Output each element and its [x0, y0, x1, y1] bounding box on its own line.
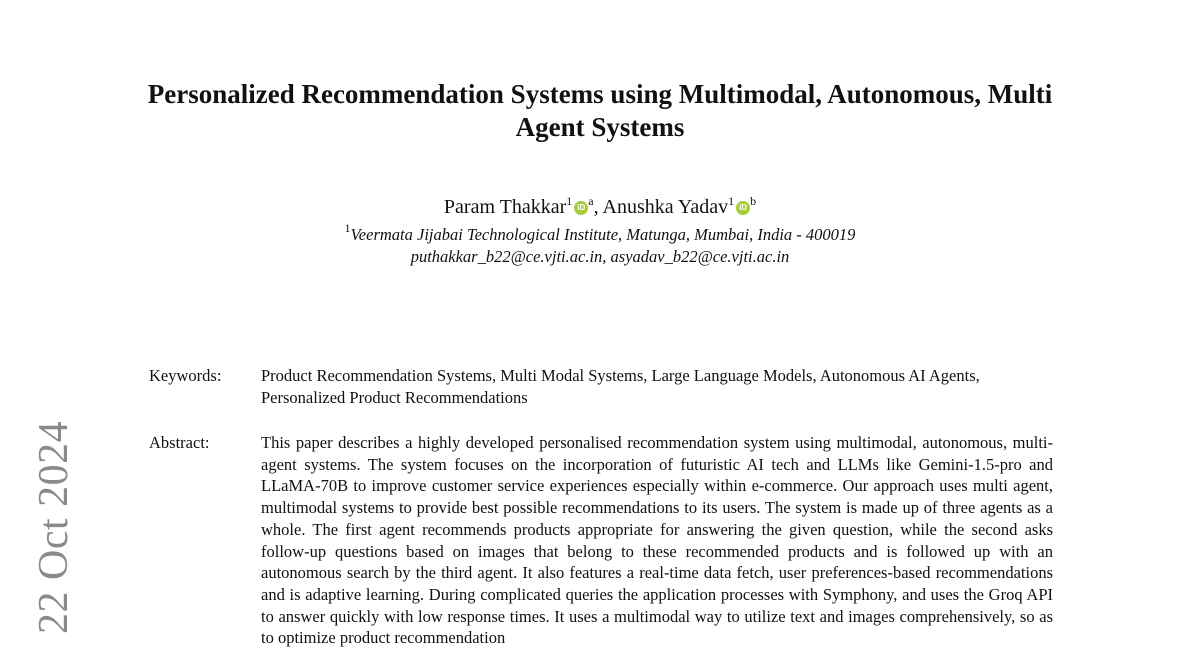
arxiv-date-stamp: 22 Oct 2024	[31, 420, 77, 634]
keywords-label: Keywords:	[149, 366, 222, 385]
author-emails: puthakkar_b22@ce.vjti.ac.in, asyadav_b22@ce.vjti.ac.in	[410, 247, 790, 266]
affiliation-marker: 1	[344, 221, 351, 235]
author-line	[200, 194, 1000, 220]
orcid-icon[interactable]: iD	[736, 201, 750, 215]
paper-title: Personalized Recommendation Systems using Multimodal, Autonomous, Multi Agent Systems	[147, 79, 1053, 142]
orcid-footnote-marker: a	[588, 194, 594, 208]
author-affiliation-marker: 1	[566, 194, 573, 208]
orcid-footnote-marker: b	[750, 194, 757, 208]
author-separator: ,	[593, 196, 603, 218]
affiliation	[200, 221, 1000, 246]
abstract-label: Abstract:	[149, 433, 210, 452]
affiliation-text: Veermata Jijabai Technological Institute, Matunga, Mumbai, India - 400019	[350, 225, 856, 244]
orcid-icon[interactable]: iD	[574, 201, 588, 215]
keywords-text: Product Recommendation Systems, Multi Modal Systems, Large Language Models, Autonomous AI Agents, Personalized Product Recommendations	[261, 366, 980, 407]
author-name: Param Thakkar	[443, 196, 567, 218]
author-affiliation-marker: 1	[728, 194, 735, 208]
author-name: Anushka Yadav	[602, 196, 729, 218]
abstract-text: This paper describes a highly developed personalised recommendation system using multimodal, autonomous, multi-agent systems. The system focuses on the incorporation of futuristic AI tech and LLMs like Gemini-1.5-pro and LLaMA-70B to improve customer service experiences especially within e-commerce. Our approach uses multi agent, multimodal systems to provide best possible recommendations to its users. The system is made up of three agents as a whole. The first agent recommends products appropriate for answering the given question, while the second asks follow-up questions based on images that belong to these recommended products and is followed up with an autonomous search by the third agent. It also features a real-time data fetch, user preferences-based recommendations and is adaptive learning. During complicated queries the application processes with Symphony, and uses the Groq API to answer quickly with low response times. It uses a multimodal way to utilize text and images comprehensively, so as to optimize product recommendation	[261, 433, 1053, 648]
